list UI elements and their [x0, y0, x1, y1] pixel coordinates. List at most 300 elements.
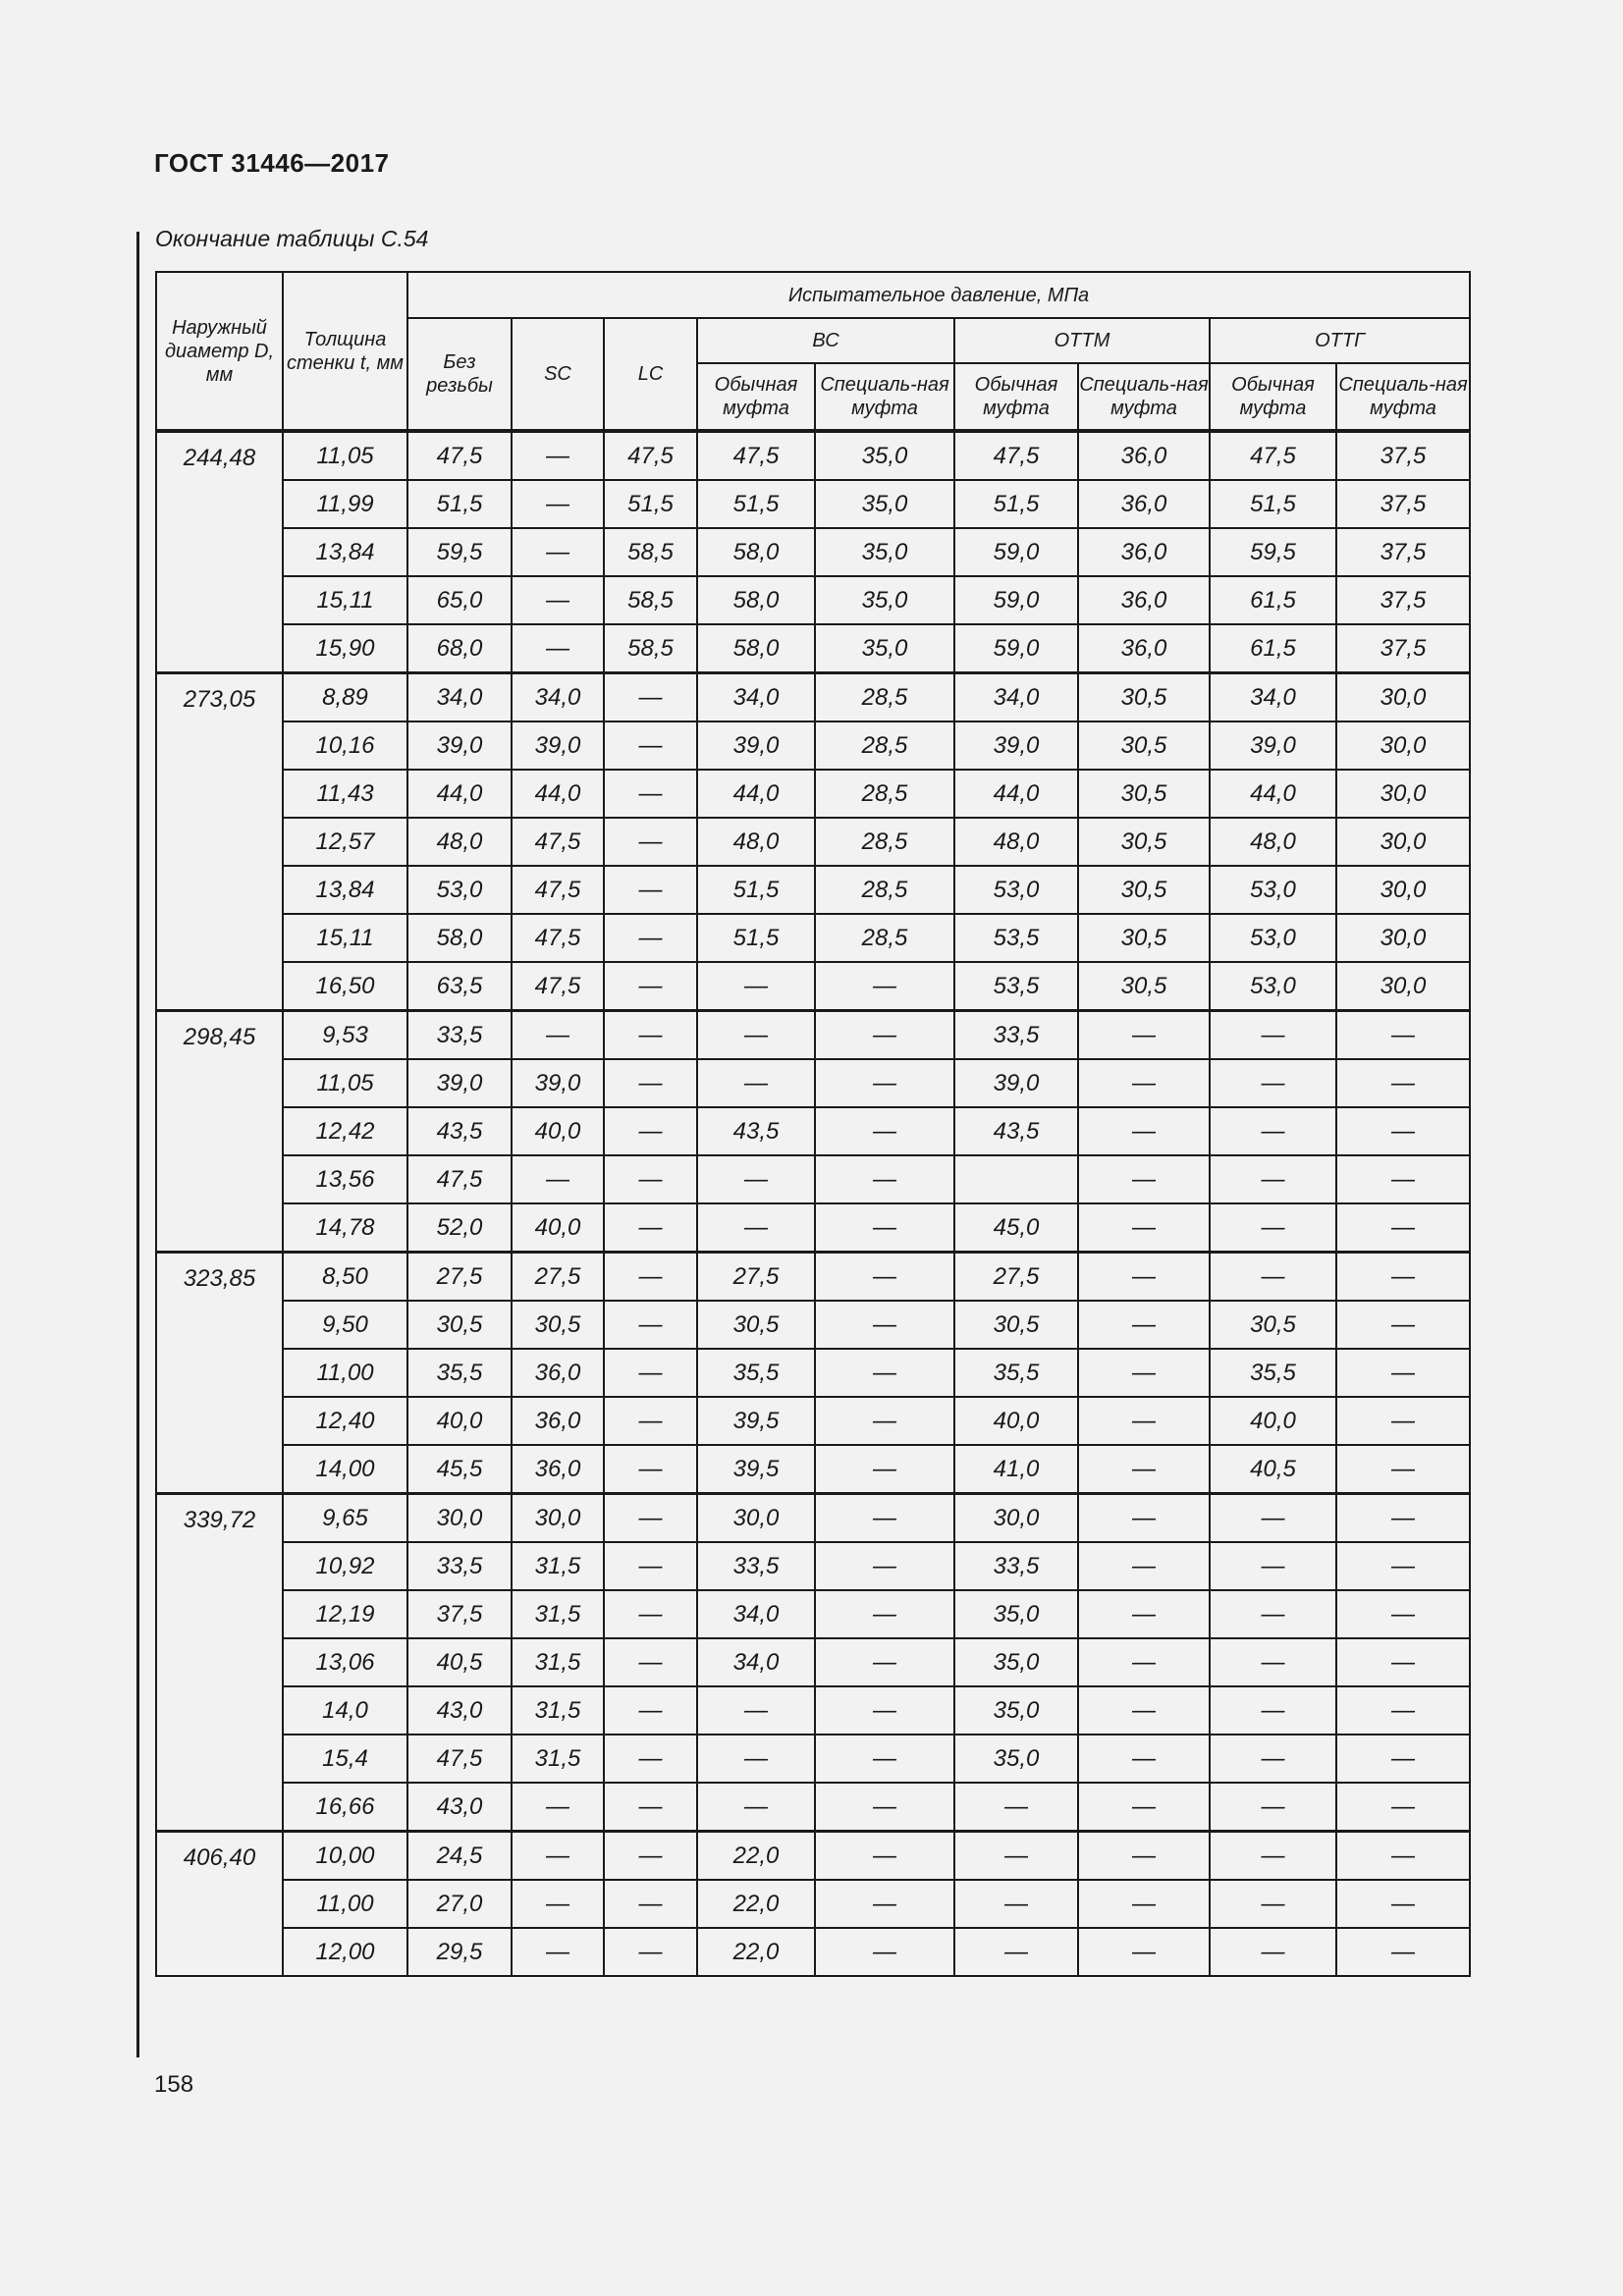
table-row: [156, 866, 1470, 914]
cell-lc: —: [604, 1735, 697, 1783]
cell-bc-regular: 43,5: [697, 1107, 815, 1155]
cell-bc-special: 35,0: [815, 624, 954, 673]
cell-ottg-special: 30,0: [1336, 914, 1470, 962]
cell-ottg-regular: 53,0: [1210, 866, 1336, 914]
table-row: [156, 576, 1470, 624]
cell-ottg-regular: —: [1210, 1059, 1336, 1107]
cell-ottg-special: —: [1336, 1783, 1470, 1832]
cell-sc: —: [512, 528, 604, 576]
cell-ottm-regular: 44,0: [954, 770, 1078, 818]
cell-bc-regular: 30,5: [697, 1301, 815, 1349]
cell-lc: 47,5: [604, 431, 697, 480]
cell-wall-thickness: 13,56: [283, 1155, 407, 1203]
cell-bc-special: 28,5: [815, 818, 954, 866]
cell-bc-special: 28,5: [815, 770, 954, 818]
cell-no-thread: 47,5: [407, 1155, 512, 1203]
cell-sc: —: [512, 1928, 604, 1976]
cell-ottg-regular: —: [1210, 1735, 1336, 1783]
cell-bc-special: 35,0: [815, 576, 954, 624]
col-header-test-pressure: Испытательное давление, МПа: [407, 272, 1470, 318]
cell-bc-regular: 51,5: [697, 480, 815, 528]
table-row: [156, 1203, 1470, 1253]
col-header-ottm: ОТТМ: [954, 318, 1210, 363]
cell-ottm-special: —: [1078, 1783, 1210, 1832]
cell-sc: —: [512, 1011, 604, 1060]
cell-ottm-regular: 53,5: [954, 914, 1078, 962]
cell-lc: —: [604, 1397, 697, 1445]
cell-ottm-special: —: [1078, 1494, 1210, 1543]
cell-bc-regular: —: [697, 1735, 815, 1783]
cell-wall-thickness: 16,50: [283, 962, 407, 1011]
cell-lc: 51,5: [604, 480, 697, 528]
cell-sc: 47,5: [512, 962, 604, 1011]
cell-lc: —: [604, 962, 697, 1011]
cell-sc: 31,5: [512, 1542, 604, 1590]
cell-sc: 40,0: [512, 1107, 604, 1155]
cell-sc: 36,0: [512, 1445, 604, 1494]
cell-no-thread: 44,0: [407, 770, 512, 818]
cell-ottg-regular: —: [1210, 1253, 1336, 1302]
cell-ottg-special: 37,5: [1336, 431, 1470, 480]
cell-bc-special: —: [815, 962, 954, 1011]
cell-ottm-regular: 35,0: [954, 1686, 1078, 1735]
cell-bc-regular: 34,0: [697, 673, 815, 722]
cell-lc: —: [604, 1590, 697, 1638]
cell-ottm-special: —: [1078, 1253, 1210, 1302]
cell-ottm-special: 36,0: [1078, 431, 1210, 480]
cell-bc-special: —: [815, 1155, 954, 1203]
cell-bc-special: —: [815, 1638, 954, 1686]
cell-wall-thickness: 9,50: [283, 1301, 407, 1349]
cell-ottm-special: —: [1078, 1011, 1210, 1060]
cell-ottg-regular: —: [1210, 1783, 1336, 1832]
cell-sc: 30,5: [512, 1301, 604, 1349]
cell-no-thread: 33,5: [407, 1011, 512, 1060]
cell-no-thread: 45,5: [407, 1445, 512, 1494]
cell-no-thread: 43,0: [407, 1686, 512, 1735]
cell-no-thread: 27,5: [407, 1253, 512, 1302]
cell-ottm-special: —: [1078, 1638, 1210, 1686]
cell-bc-special: 28,5: [815, 721, 954, 770]
table-row: [156, 1638, 1470, 1686]
cell-ottm-special: 30,5: [1078, 721, 1210, 770]
cell-no-thread: 37,5: [407, 1590, 512, 1638]
cell-lc: —: [604, 721, 697, 770]
cell-ottg-special: 30,0: [1336, 721, 1470, 770]
cell-ottm-regular: 48,0: [954, 818, 1078, 866]
cell-ottg-special: —: [1336, 1832, 1470, 1881]
cell-wall-thickness: 8,50: [283, 1253, 407, 1302]
cell-ottg-special: —: [1336, 1301, 1470, 1349]
cell-ottg-special: —: [1336, 1590, 1470, 1638]
cell-bc-regular: 47,5: [697, 431, 815, 480]
cell-ottg-regular: —: [1210, 1832, 1336, 1881]
table-row: [156, 1590, 1470, 1638]
cell-sc: —: [512, 1880, 604, 1928]
table-body: [156, 431, 1470, 1976]
cell-bc-regular: 44,0: [697, 770, 815, 818]
table-row: [156, 1928, 1470, 1976]
cell-lc: —: [604, 914, 697, 962]
table-row: [156, 1011, 1470, 1060]
cell-no-thread: 52,0: [407, 1203, 512, 1253]
cell-ottm-special: —: [1078, 1880, 1210, 1928]
cell-wall-thickness: 15,11: [283, 914, 407, 962]
cell-ottg-regular: —: [1210, 1686, 1336, 1735]
cell-ottg-special: —: [1336, 1735, 1470, 1783]
cell-no-thread: 30,0: [407, 1494, 512, 1543]
cell-lc: —: [604, 1783, 697, 1832]
cell-lc: —: [604, 1349, 697, 1397]
cell-ottg-regular: —: [1210, 1542, 1336, 1590]
cell-ottg-special: —: [1336, 1397, 1470, 1445]
cell-wall-thickness: 11,05: [283, 1059, 407, 1107]
cell-ottm-regular: 35,0: [954, 1638, 1078, 1686]
cell-lc: —: [604, 673, 697, 722]
cell-lc: —: [604, 1445, 697, 1494]
cell-ottg-special: —: [1336, 1928, 1470, 1976]
cell-wall-thickness: 14,0: [283, 1686, 407, 1735]
cell-bc-special: —: [815, 1253, 954, 1302]
cell-lc: 58,5: [604, 528, 697, 576]
cell-ottg-special: —: [1336, 1686, 1470, 1735]
cell-no-thread: 65,0: [407, 576, 512, 624]
cell-wall-thickness: 12,00: [283, 1928, 407, 1976]
table-row: [156, 1783, 1470, 1832]
cell-bc-regular: —: [697, 1059, 815, 1107]
cell-bc-regular: —: [697, 1783, 815, 1832]
cell-sc: —: [512, 1832, 604, 1881]
col-header-ottm-regular: Обычная муфта: [954, 363, 1078, 431]
cell-ottg-regular: 35,5: [1210, 1349, 1336, 1397]
cell-no-thread: 53,0: [407, 866, 512, 914]
cell-wall-thickness: 15,90: [283, 624, 407, 673]
cell-ottg-regular: 61,5: [1210, 624, 1336, 673]
cell-ottg-regular: 53,0: [1210, 914, 1336, 962]
cell-wall-thickness: 11,99: [283, 480, 407, 528]
cell-bc-special: —: [815, 1107, 954, 1155]
table-row: [156, 1397, 1470, 1445]
cell-lc: 58,5: [604, 576, 697, 624]
cell-bc-special: —: [815, 1059, 954, 1107]
table-row: [156, 1445, 1470, 1494]
cell-ottg-regular: 40,0: [1210, 1397, 1336, 1445]
cell-lc: —: [604, 818, 697, 866]
cell-sc: 31,5: [512, 1590, 604, 1638]
cell-ottm-regular: 51,5: [954, 480, 1078, 528]
document-title: ГОСТ 31446—2017: [154, 148, 390, 178]
cell-no-thread: 30,5: [407, 1301, 512, 1349]
cell-ottg-regular: —: [1210, 1011, 1336, 1060]
cell-wall-thickness: 11,00: [283, 1349, 407, 1397]
cell-ottg-regular: 59,5: [1210, 528, 1336, 576]
cell-bc-regular: 33,5: [697, 1542, 815, 1590]
cell-no-thread: 35,5: [407, 1349, 512, 1397]
cell-sc: 39,0: [512, 721, 604, 770]
cell-no-thread: 58,0: [407, 914, 512, 962]
cell-wall-thickness: 13,84: [283, 528, 407, 576]
cell-ottm-special: —: [1078, 1735, 1210, 1783]
cell-bc-special: 35,0: [815, 480, 954, 528]
cell-ottm-regular: 59,0: [954, 576, 1078, 624]
cell-wall-thickness: 11,05: [283, 431, 407, 480]
table-row: [156, 1686, 1470, 1735]
table-row: [156, 1107, 1470, 1155]
cell-ottg-regular: —: [1210, 1494, 1336, 1543]
col-header-lc: LC: [604, 318, 697, 431]
cell-bc-regular: 22,0: [697, 1832, 815, 1881]
cell-sc: 47,5: [512, 914, 604, 962]
table-row: [156, 721, 1470, 770]
cell-bc-regular: 34,0: [697, 1590, 815, 1638]
cell-wall-thickness: 11,00: [283, 1880, 407, 1928]
col-header-outer-diameter: Наружный диаметр D, мм: [156, 272, 283, 431]
cell-bc-special: —: [815, 1928, 954, 1976]
col-header-ottg-regular: Обычная муфта: [1210, 363, 1336, 431]
cell-ottm-regular: 39,0: [954, 1059, 1078, 1107]
cell-sc: 34,0: [512, 673, 604, 722]
table-row: [156, 1349, 1470, 1397]
cell-bc-special: —: [815, 1686, 954, 1735]
cell-bc-special: —: [815, 1011, 954, 1060]
cell-ottg-regular: 53,0: [1210, 962, 1336, 1011]
cell-ottm-regular: 53,5: [954, 962, 1078, 1011]
table-row: [156, 962, 1470, 1011]
col-header-wall-thickness: Толщина стенки t, мм: [283, 272, 407, 431]
cell-ottg-regular: 40,5: [1210, 1445, 1336, 1494]
cell-lc: —: [604, 1107, 697, 1155]
col-header-sc: SC: [512, 318, 604, 431]
cell-bc-regular: —: [697, 1203, 815, 1253]
cell-wall-thickness: 10,00: [283, 1832, 407, 1881]
cell-ottg-special: 30,0: [1336, 770, 1470, 818]
cell-no-thread: 39,0: [407, 1059, 512, 1107]
cell-wall-thickness: 10,16: [283, 721, 407, 770]
cell-lc: —: [604, 1686, 697, 1735]
cell-sc: —: [512, 480, 604, 528]
cell-ottm-special: —: [1078, 1445, 1210, 1494]
cell-ottg-regular: 39,0: [1210, 721, 1336, 770]
col-header-ottg-special: Специаль-ная муфта: [1336, 363, 1470, 431]
cell-ottm-regular: 30,0: [954, 1494, 1078, 1543]
cell-bc-special: —: [815, 1735, 954, 1783]
cell-bc-special: —: [815, 1783, 954, 1832]
cell-ottm-special: 36,0: [1078, 528, 1210, 576]
cell-lc: 58,5: [604, 624, 697, 673]
cell-wall-thickness: 8,89: [283, 673, 407, 722]
cell-bc-special: —: [815, 1349, 954, 1397]
table-row: [156, 1155, 1470, 1203]
cell-wall-thickness: 16,66: [283, 1783, 407, 1832]
cell-no-thread: 33,5: [407, 1542, 512, 1590]
col-header-bc-regular: Обычная муфта: [697, 363, 815, 431]
cell-wall-thickness: 15,11: [283, 576, 407, 624]
cell-ottg-special: 30,0: [1336, 866, 1470, 914]
cell-ottm-special: —: [1078, 1349, 1210, 1397]
cell-ottg-special: 30,0: [1336, 962, 1470, 1011]
cell-no-thread: 63,5: [407, 962, 512, 1011]
cell-sc: 40,0: [512, 1203, 604, 1253]
cell-wall-thickness: 12,19: [283, 1590, 407, 1638]
cell-ottg-special: 30,0: [1336, 818, 1470, 866]
cell-no-thread: 40,5: [407, 1638, 512, 1686]
page-number: 158: [154, 2071, 194, 2098]
cell-sc: 39,0: [512, 1059, 604, 1107]
table-row: [156, 914, 1470, 962]
cell-bc-regular: 39,0: [697, 721, 815, 770]
cell-outer-diameter: 273,05: [156, 673, 283, 1011]
cell-bc-regular: 22,0: [697, 1880, 815, 1928]
cell-ottm-special: —: [1078, 1928, 1210, 1976]
cell-wall-thickness: 14,78: [283, 1203, 407, 1253]
cell-ottg-special: —: [1336, 1155, 1470, 1203]
cell-ottg-special: —: [1336, 1011, 1470, 1060]
cell-lc: —: [604, 1880, 697, 1928]
cell-outer-diameter: 298,45: [156, 1011, 283, 1253]
cell-no-thread: 47,5: [407, 431, 512, 480]
cell-ottm-regular: 27,5: [954, 1253, 1078, 1302]
col-header-ottg: ОТТГ: [1210, 318, 1470, 363]
cell-ottm-regular: 35,0: [954, 1590, 1078, 1638]
cell-sc: 31,5: [512, 1638, 604, 1686]
cell-outer-diameter: 406,40: [156, 1832, 283, 1977]
table-row: [156, 770, 1470, 818]
cell-lc: —: [604, 1928, 697, 1976]
table-caption: Окончание таблицы С.54: [155, 226, 429, 251]
cell-no-thread: 34,0: [407, 673, 512, 722]
cell-ottm-special: 36,0: [1078, 624, 1210, 673]
cell-sc: —: [512, 1783, 604, 1832]
cell-sc: —: [512, 576, 604, 624]
cell-sc: 27,5: [512, 1253, 604, 1302]
cell-lc: —: [604, 1059, 697, 1107]
cell-bc-special: —: [815, 1445, 954, 1494]
cell-no-thread: 68,0: [407, 624, 512, 673]
cell-lc: —: [604, 1832, 697, 1881]
cell-ottg-regular: —: [1210, 1203, 1336, 1253]
table-row: [156, 528, 1470, 576]
cell-ottg-special: 37,5: [1336, 528, 1470, 576]
cell-ottm-special: 36,0: [1078, 576, 1210, 624]
cell-lc: —: [604, 1155, 697, 1203]
cell-bc-regular: 51,5: [697, 866, 815, 914]
cell-ottm-regular: 33,5: [954, 1011, 1078, 1060]
cell-ottm-special: 30,5: [1078, 914, 1210, 962]
cell-ottm-special: 30,5: [1078, 770, 1210, 818]
col-header-bc: ВС: [697, 318, 954, 363]
cell-ottg-regular: 30,5: [1210, 1301, 1336, 1349]
cell-bc-special: —: [815, 1542, 954, 1590]
cell-ottm-special: 30,5: [1078, 866, 1210, 914]
cell-ottm-regular: 33,5: [954, 1542, 1078, 1590]
cell-ottm-special: —: [1078, 1301, 1210, 1349]
cell-bc-special: —: [815, 1494, 954, 1543]
cell-wall-thickness: 12,40: [283, 1397, 407, 1445]
pressure-table: [155, 271, 1471, 1977]
cell-bc-regular: —: [697, 1011, 815, 1060]
cell-lc: —: [604, 866, 697, 914]
table-row: [156, 1542, 1470, 1590]
table-row: [156, 624, 1470, 673]
cell-bc-special: —: [815, 1880, 954, 1928]
table-row: [156, 1253, 1470, 1302]
cell-wall-thickness: 9,53: [283, 1011, 407, 1060]
table-row: [156, 818, 1470, 866]
col-header-bc-special: Специаль-ная муфта: [815, 363, 954, 431]
cell-no-thread: 51,5: [407, 480, 512, 528]
cell-ottm-special: 36,0: [1078, 480, 1210, 528]
cell-bc-special: —: [815, 1590, 954, 1638]
cell-wall-thickness: 14,00: [283, 1445, 407, 1494]
cell-ottg-regular: 51,5: [1210, 480, 1336, 528]
cell-bc-special: —: [815, 1397, 954, 1445]
cell-ottm-special: —: [1078, 1686, 1210, 1735]
cell-ottg-special: —: [1336, 1107, 1470, 1155]
cell-ottm-regular: —: [954, 1832, 1078, 1881]
table-row: [156, 431, 1470, 480]
col-header-no-thread: Без резьбы: [407, 318, 512, 431]
cell-sc: 36,0: [512, 1349, 604, 1397]
cell-sc: —: [512, 431, 604, 480]
cell-bc-regular: 51,5: [697, 914, 815, 962]
cell-ottm-regular: —: [954, 1783, 1078, 1832]
cell-no-thread: 39,0: [407, 721, 512, 770]
cell-ottm-regular: 39,0: [954, 721, 1078, 770]
cell-ottm-regular: 40,0: [954, 1397, 1078, 1445]
cell-ottg-regular: 44,0: [1210, 770, 1336, 818]
cell-ottg-regular: —: [1210, 1155, 1336, 1203]
cell-ottm-regular: —: [954, 1880, 1078, 1928]
cell-ottg-regular: —: [1210, 1107, 1336, 1155]
cell-sc: 31,5: [512, 1735, 604, 1783]
cell-bc-regular: 22,0: [697, 1928, 815, 1976]
table-row: [156, 480, 1470, 528]
cell-outer-diameter: 323,85: [156, 1253, 283, 1494]
cell-no-thread: 47,5: [407, 1735, 512, 1783]
cell-bc-special: 28,5: [815, 866, 954, 914]
cell-ottg-special: —: [1336, 1203, 1470, 1253]
cell-wall-thickness: 9,65: [283, 1494, 407, 1543]
table-row: [156, 1880, 1470, 1928]
cell-sc: 36,0: [512, 1397, 604, 1445]
cell-ottm-special: —: [1078, 1590, 1210, 1638]
cell-ottm-regular: 59,0: [954, 528, 1078, 576]
cell-ottm-regular: 45,0: [954, 1203, 1078, 1253]
cell-bc-regular: 58,0: [697, 576, 815, 624]
table-row: [156, 1059, 1470, 1107]
table-row: [156, 1832, 1470, 1881]
cell-wall-thickness: 10,92: [283, 1542, 407, 1590]
cell-ottm-special: —: [1078, 1059, 1210, 1107]
cell-ottg-regular: 47,5: [1210, 431, 1336, 480]
cell-ottg-special: —: [1336, 1253, 1470, 1302]
cell-wall-thickness: 12,57: [283, 818, 407, 866]
cell-bc-special: 35,0: [815, 528, 954, 576]
cell-lc: —: [604, 1203, 697, 1253]
cell-ottm-regular: 41,0: [954, 1445, 1078, 1494]
cell-lc: —: [604, 1301, 697, 1349]
cell-ottm-special: —: [1078, 1542, 1210, 1590]
cell-ottg-special: —: [1336, 1880, 1470, 1928]
cell-lc: —: [604, 1638, 697, 1686]
cell-bc-regular: 39,5: [697, 1397, 815, 1445]
cell-ottg-regular: —: [1210, 1638, 1336, 1686]
cell-ottm-regular: 30,5: [954, 1301, 1078, 1349]
cell-ottg-regular: —: [1210, 1590, 1336, 1638]
cell-no-thread: 24,5: [407, 1832, 512, 1881]
cell-wall-thickness: 13,84: [283, 866, 407, 914]
cell-no-thread: 40,0: [407, 1397, 512, 1445]
